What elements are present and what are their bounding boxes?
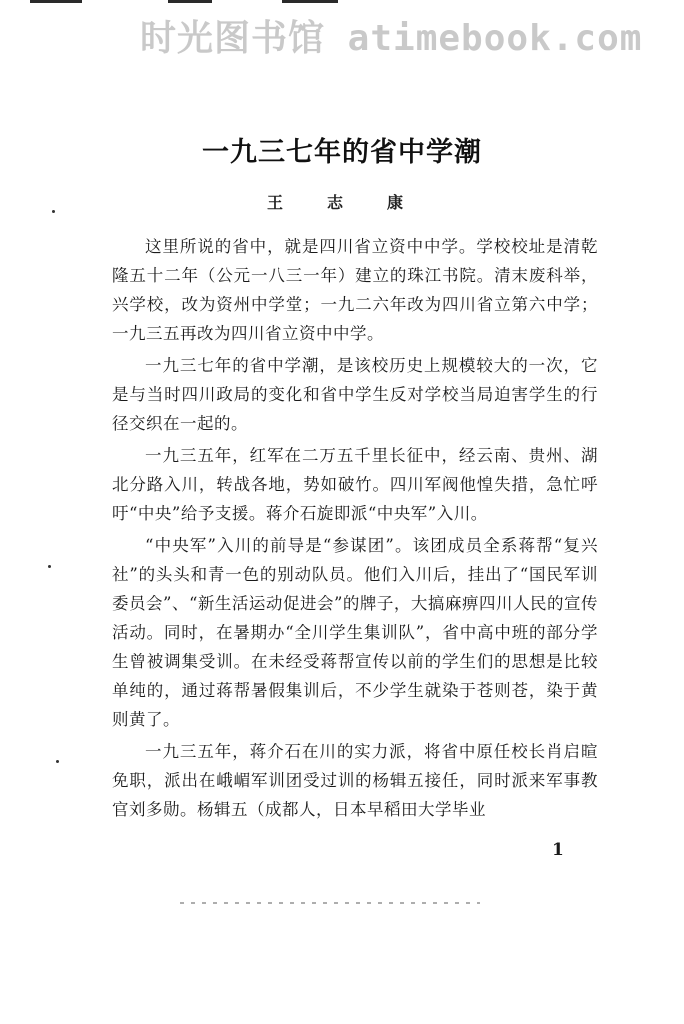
scan-speck	[56, 760, 59, 763]
page-number: 1	[552, 840, 564, 860]
scan-edge-line-mid	[168, 0, 212, 3]
body-paragraph: 这里所说的省中，就是四川省立资中中学。学校校址是清乾隆五十二年（公元一八三一年）建立的珠江书院。清末废科举，兴学校，改为资州中学堂；一九二六年改为四川省立第六中学；一九三五再改为四川省立资中中学。	[112, 237, 598, 343]
scan-speck	[52, 210, 55, 213]
scan-speck	[48, 565, 51, 568]
article-title: 一九三七年的省中学潮	[202, 137, 482, 168]
body-paragraph: 一九三五年，红军在二万五千里长征中，经云南、贵州、湖北分路入川，转战各地，势如破竹。四川军阀他惶失措，急忙呼吁“中央”给予支援。蒋介石旋即派“中央军”入川。	[112, 446, 598, 523]
article-body	[112, 232, 598, 827]
body-paragraph: 一九三五年，蒋介石在川的实力派，将省中原任校长肖启暄免职，派出在峨嵋军训团受过训的杨辑五接任，同时派来军事教官刘多勋。杨辑五（成都人，日本早稻田大学毕业	[112, 742, 598, 819]
body-paragraph: 一九三七年的省中学潮，是该校历史上规模较大的一次，它是与当时四川政局的变化和省中学生反对学校当局迫害学生的行径交织在一起的。	[112, 356, 598, 433]
scan-noise	[180, 902, 480, 904]
body-paragraph: “中央军”入川的前导是“参谋团”。该团成员全系蒋帮“复兴社”的头头和青一色的别动队员。他们入川后，挂出了“国民军训委员会”、“新生活运动促进会”的牌子，大搞麻痹四川人民的宣传活动。同时，在暑期办“全川学生集训队”，省中高中班的部分学生曾被调集受训。在未经受蒋帮宣传以前的学生们的思想是比较单纯的，通过蒋帮暑假集训后，不少学生就染于苍则苍，染于黄则黄了。	[112, 536, 598, 729]
scan-edge-line-left	[30, 0, 82, 3]
scan-edge-line-right	[282, 0, 338, 3]
article-author: 王 志 康	[266, 193, 417, 212]
watermark: 时光图书馆 atimebook.com	[140, 18, 643, 59]
